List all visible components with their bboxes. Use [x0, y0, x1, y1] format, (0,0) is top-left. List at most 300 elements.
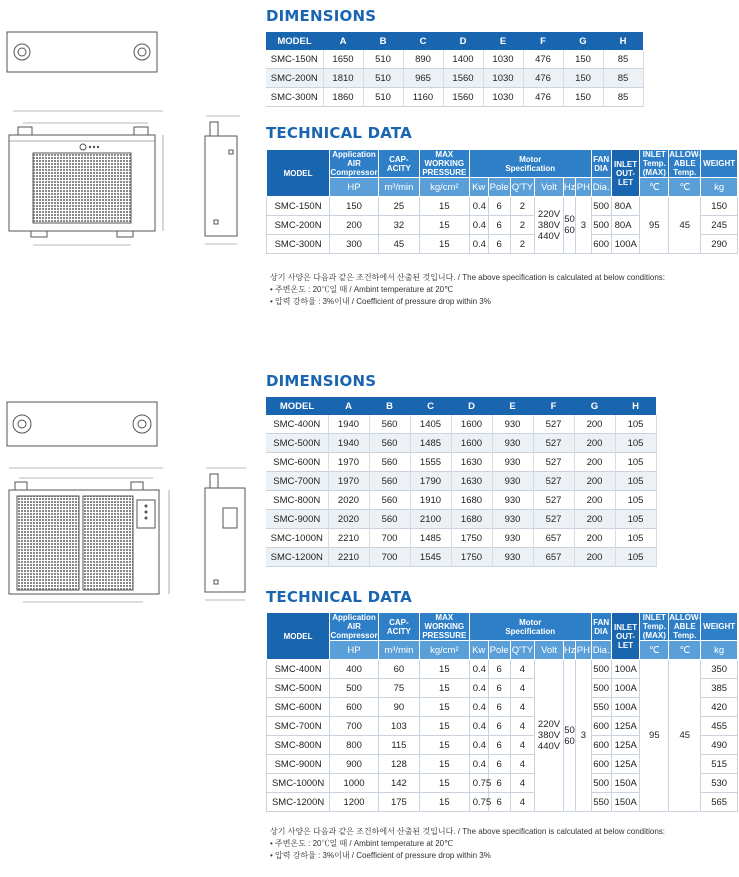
kw-cell: 0.4	[469, 197, 488, 216]
header-line: MAX	[435, 150, 454, 159]
technical-header-row	[267, 150, 738, 178]
dimension-cell: 200	[574, 491, 615, 510]
dimension-cell: 1560	[443, 69, 483, 88]
pressure-cell: 15	[419, 197, 469, 216]
inlet-temp-header	[640, 150, 669, 178]
capacity-cell: 25	[378, 197, 419, 216]
inlet-outlet-header	[611, 150, 640, 197]
dimension-cell: 200	[574, 472, 615, 491]
hz-cell	[563, 197, 575, 254]
unit-cell-tin: ℃	[640, 641, 669, 660]
unit-cell-ph: PH	[576, 178, 592, 197]
fan-dia-header	[591, 150, 611, 178]
qty-cell: 2	[510, 216, 534, 235]
hp-cell: 900	[330, 755, 379, 774]
top-view-drawing-2	[5, 400, 160, 450]
dimension-cell: 560	[369, 415, 410, 434]
header-line: Specification	[505, 626, 556, 636]
unit-cell-ph: PH	[576, 641, 592, 660]
dimensions-header-cell: C	[419, 35, 427, 47]
unit-cell-kw: Kw	[469, 178, 488, 197]
dimensions-title-1: DIMENSIONS	[266, 7, 377, 25]
dimension-cell: 105	[615, 415, 656, 434]
unit-cell-kw: Kw	[469, 641, 488, 660]
technical-data-table-1	[266, 149, 738, 254]
dimensions-header-cell: E	[509, 400, 516, 412]
model-cell: SMC-150N	[266, 50, 323, 69]
header-line: MAX	[435, 613, 454, 622]
dimension-cell: 930	[492, 415, 533, 434]
qty-cell: 4	[510, 698, 534, 717]
dimension-cell: 1910	[410, 491, 451, 510]
dimensions-title-2: DIMENSIONS	[266, 372, 377, 390]
header-line: LET	[617, 640, 634, 650]
capacity-cell: 75	[378, 679, 419, 698]
pressure-cell: 15	[419, 736, 469, 755]
dimensions-header-cell: A	[339, 35, 347, 47]
model-cell: SMC-1200N	[266, 548, 328, 567]
table-row	[266, 69, 643, 88]
capacity-header	[378, 613, 419, 641]
weight-header: WEIGHT	[701, 613, 738, 641]
inlet-cell: 150A	[611, 774, 640, 793]
header-line: Temp.	[642, 159, 666, 168]
unit-cell-qty: Q'TY	[510, 178, 534, 197]
dimension-cell: 105	[615, 510, 656, 529]
pressure-cell: 15	[419, 755, 469, 774]
qty-cell: 4	[510, 736, 534, 755]
notes-1	[270, 272, 665, 308]
volt-line: 380V	[537, 219, 561, 231]
dimension-cell: 105	[615, 453, 656, 472]
pole-cell: 6	[488, 774, 510, 793]
weight-header: WEIGHT	[701, 150, 738, 178]
dimension-cell: 527	[533, 415, 574, 434]
header-line: Compressor	[330, 168, 378, 177]
dimensions-header-cell: B	[379, 35, 387, 47]
header-line: INLET	[613, 159, 638, 169]
dimension-cell: 85	[603, 88, 643, 107]
fan-dia-cell: 500	[591, 216, 611, 235]
unit-cell-hp: HP	[330, 641, 379, 660]
weight-cell: 420	[701, 698, 738, 717]
qty-cell: 4	[510, 679, 534, 698]
dimension-cell: 1970	[328, 472, 369, 491]
dimension-cell: 1485	[410, 434, 451, 453]
header-line: ACITY	[386, 163, 411, 173]
qty-cell: 4	[510, 774, 534, 793]
table-row	[266, 88, 643, 107]
pressure-cell: 15	[419, 679, 469, 698]
dimension-cell: 560	[369, 434, 410, 453]
model-cell: SMC-300N	[267, 235, 330, 254]
unit-cell-tin: ℃	[640, 178, 669, 197]
top-view-drawing-1	[5, 30, 160, 75]
dimension-cell: 1790	[410, 472, 451, 491]
header-line: PRESSURE	[422, 168, 467, 177]
header-line: Temp.	[673, 168, 697, 177]
header-line: ALLOW-	[669, 613, 702, 622]
dimensions-header-cell: A	[345, 400, 352, 412]
model-cell: SMC-200N	[267, 216, 330, 235]
pole-cell: 6	[488, 216, 510, 235]
pressure-cell: 15	[419, 235, 469, 254]
model-cell: SMC-200N	[266, 69, 323, 88]
qty-cell: 4	[510, 793, 534, 812]
inlet-temp-header	[640, 613, 669, 641]
volt-line: 220V	[537, 719, 561, 730]
technical-data-title-1: TECHNICAL DATA	[266, 124, 412, 142]
capacity-cell: 115	[378, 736, 419, 755]
dimension-cell: 930	[492, 434, 533, 453]
pressure-cell: 15	[419, 216, 469, 235]
dimension-cell: 930	[492, 491, 533, 510]
dimension-cell: 1860	[323, 88, 363, 107]
unit-cell-hz: Hz	[563, 641, 575, 660]
dimension-cell: 510	[363, 88, 403, 107]
header-line: Motor	[519, 154, 542, 164]
header-line: FAN	[593, 154, 610, 164]
dimension-cell: 1630	[451, 453, 492, 472]
capacity-cell: 128	[378, 755, 419, 774]
header-line: OUT-	[615, 631, 636, 641]
header-line: WORKING	[424, 622, 465, 631]
motor-spec-header	[469, 150, 591, 178]
hp-cell: 400	[330, 660, 379, 679]
header-line: Application	[332, 613, 376, 622]
dimension-cell: 85	[603, 50, 643, 69]
inlet-cell: 100A	[611, 235, 640, 254]
dimension-cell: 105	[615, 548, 656, 567]
technical-data-title-2: TECHNICAL DATA	[266, 588, 412, 606]
qty-cell: 4	[510, 660, 534, 679]
unit-cell-pole: Pole	[488, 641, 510, 660]
inlet-cell: 100A	[611, 698, 640, 717]
kw-cell: 0.4	[469, 736, 488, 755]
kw-cell: 0.4	[469, 717, 488, 736]
kw-cell: 0.75	[469, 774, 488, 793]
capacity-cell: 90	[378, 698, 419, 717]
dimension-cell: 1970	[328, 453, 369, 472]
unit-cell-press: kg/cm²	[419, 641, 469, 660]
header-line: PRESSURE	[422, 631, 467, 640]
inlet-cell: 150A	[611, 793, 640, 812]
dimension-cell: 930	[492, 472, 533, 491]
unit-cell-kg: kg	[701, 641, 738, 660]
dimensions-header-cell: H	[619, 35, 627, 47]
note-line: 상기 사양은 다음과 같은 조건하에서 산출된 것입니다. / The above specification is calculated at below conditions:	[270, 273, 666, 282]
dimensions-header-cell: D	[468, 400, 475, 412]
dimension-cell: 150	[563, 50, 603, 69]
hz-line: 50	[564, 214, 575, 225]
max-pressure-header	[419, 150, 469, 178]
dimension-cell: 105	[615, 434, 656, 453]
model-cell: SMC-1000N	[267, 774, 330, 793]
weight-cell: 290	[701, 235, 738, 254]
model-cell: SMC-300N	[266, 88, 323, 107]
weight-cell: 515	[701, 755, 738, 774]
pressure-cell: 15	[419, 717, 469, 736]
fan-dia-header	[591, 613, 611, 641]
allowable-temp-cell: 45	[669, 197, 701, 254]
dimension-cell: 150	[563, 69, 603, 88]
table-row	[266, 491, 656, 510]
dimensions-header-cell: B	[386, 400, 393, 412]
pressure-cell: 15	[419, 698, 469, 717]
fan-dia-cell: 550	[591, 793, 611, 812]
dimension-cell: 1680	[451, 491, 492, 510]
technical-data-table-2	[266, 612, 738, 812]
inlet-outlet-header	[611, 613, 640, 660]
model-cell: SMC-500N	[267, 679, 330, 698]
dimension-cell: 657	[533, 548, 574, 567]
hp-cell: 1000	[330, 774, 379, 793]
kw-cell: 0.4	[469, 216, 488, 235]
dimension-cell: 105	[615, 472, 656, 491]
dimension-cell: 150	[563, 88, 603, 107]
app-air-header	[330, 613, 379, 641]
hp-cell: 300	[330, 235, 379, 254]
inlet-cell: 100A	[611, 660, 640, 679]
allowable-temp-header	[669, 613, 701, 641]
model-header: MODEL	[267, 150, 330, 197]
model-cell: SMC-700N	[267, 717, 330, 736]
dimensions-header-cell: MODEL	[277, 35, 312, 47]
dimension-cell: 1650	[323, 50, 363, 69]
header-line: ABLE	[673, 159, 696, 168]
hp-cell: 150	[330, 197, 379, 216]
header-line: LET	[617, 177, 634, 187]
fan-dia-cell: 550	[591, 698, 611, 717]
hp-cell: 500	[330, 679, 379, 698]
qty-cell: 2	[510, 235, 534, 254]
table-row	[267, 197, 738, 216]
dimension-cell: 476	[523, 88, 563, 107]
dimension-cell: 1630	[451, 472, 492, 491]
side-view-drawing-1	[200, 110, 250, 250]
table-row	[266, 415, 656, 434]
dimension-cell: 527	[533, 491, 574, 510]
dimension-cell: 1750	[451, 548, 492, 567]
dimension-cell: 930	[492, 548, 533, 567]
unit-cell-volt: Volt	[535, 641, 564, 660]
pole-cell: 6	[488, 698, 510, 717]
header-line: INLET	[642, 613, 666, 622]
table-row	[266, 510, 656, 529]
model-cell: SMC-800N	[267, 736, 330, 755]
model-cell: SMC-500N	[266, 434, 328, 453]
header-line: Specification	[505, 163, 556, 173]
header-line: ACITY	[386, 626, 411, 636]
header-line: Temp.	[642, 622, 666, 631]
fan-dia-cell: 600	[591, 235, 611, 254]
technical-header-row	[267, 613, 738, 641]
unit-cell-qty: Q'TY	[510, 641, 534, 660]
capacity-cell: 175	[378, 793, 419, 812]
dimension-cell: 2210	[328, 529, 369, 548]
model-cell: SMC-700N	[266, 472, 328, 491]
table-row	[266, 529, 656, 548]
capacity-cell: 60	[378, 660, 419, 679]
dimension-cell: 2020	[328, 510, 369, 529]
ph-cell: 3	[576, 197, 592, 254]
fan-dia-cell: 600	[591, 717, 611, 736]
pole-cell: 6	[488, 755, 510, 774]
unit-cell-volt: Volt	[535, 178, 564, 197]
volt-line: 380V	[537, 730, 561, 741]
dimension-cell: 2210	[328, 548, 369, 567]
model-cell: SMC-400N	[266, 415, 328, 434]
header-line: ABLE	[673, 622, 696, 631]
unit-cell-dia: Dia.	[591, 178, 611, 197]
notes-2	[270, 826, 665, 862]
weight-cell: 385	[701, 679, 738, 698]
max-pressure-header	[419, 613, 469, 641]
dimension-cell: 1940	[328, 415, 369, 434]
dimension-cell: 700	[369, 548, 410, 567]
header-line: CAP-	[389, 154, 409, 164]
hp-cell: 1200	[330, 793, 379, 812]
dimension-cell: 510	[363, 69, 403, 88]
dimension-cell: 527	[533, 453, 574, 472]
weight-cell: 490	[701, 736, 738, 755]
qty-cell: 4	[510, 717, 534, 736]
pole-cell: 6	[488, 793, 510, 812]
dimension-cell: 510	[363, 50, 403, 69]
table-row	[266, 472, 656, 491]
model-cell: SMC-150N	[267, 197, 330, 216]
pressure-cell: 15	[419, 793, 469, 812]
header-line: Compressor	[330, 631, 378, 640]
model-cell: SMC-1200N	[267, 793, 330, 812]
header-line: DIA	[594, 626, 609, 636]
dimension-cell: 930	[492, 453, 533, 472]
unit-cell-press: kg/cm²	[419, 178, 469, 197]
model-cell: SMC-900N	[267, 755, 330, 774]
unit-cell-dia: Dia.	[591, 641, 611, 660]
table-row	[266, 50, 643, 69]
kw-cell: 0.4	[469, 660, 488, 679]
header-line: (MAX)	[642, 631, 666, 640]
front-view-drawing-1	[3, 103, 173, 253]
pole-cell: 6	[488, 736, 510, 755]
capacity-header	[378, 150, 419, 178]
fan-dia-cell: 500	[591, 679, 611, 698]
inlet-cell: 125A	[611, 717, 640, 736]
dimension-cell: 560	[369, 453, 410, 472]
dimension-cell: 657	[533, 529, 574, 548]
dimensions-header-cell: D	[459, 35, 467, 47]
header-line: Application	[332, 150, 376, 159]
model-cell: SMC-1000N	[266, 529, 328, 548]
dimension-cell: 2020	[328, 491, 369, 510]
volt-cell	[535, 660, 564, 812]
motor-spec-header	[469, 613, 591, 641]
weight-cell: 530	[701, 774, 738, 793]
table-row	[267, 660, 738, 679]
model-header: MODEL	[267, 613, 330, 660]
header-line: (MAX)	[642, 168, 666, 177]
pole-cell: 6	[488, 197, 510, 216]
dimension-cell: 930	[492, 510, 533, 529]
note-line: • 압력 강하율 : 3%이내 / Coefficient of pressure drop within 3%	[270, 851, 491, 860]
allowable-temp-cell: 45	[669, 660, 701, 812]
header-line: OUT-	[615, 168, 636, 178]
kw-cell: 0.4	[469, 235, 488, 254]
qty-cell: 4	[510, 755, 534, 774]
pole-cell: 6	[488, 660, 510, 679]
dimension-cell: 1030	[483, 50, 523, 69]
dimension-cell: 105	[615, 491, 656, 510]
hp-cell: 200	[330, 216, 379, 235]
kw-cell: 0.4	[469, 698, 488, 717]
volt-line: 220V	[537, 208, 561, 220]
dimension-cell: 2100	[410, 510, 451, 529]
hp-cell: 600	[330, 698, 379, 717]
volt-cell	[535, 197, 564, 254]
capacity-cell: 142	[378, 774, 419, 793]
hz-line: 60	[564, 735, 575, 747]
hz-line: 50	[564, 724, 575, 736]
dimensions-table-2	[266, 397, 657, 567]
capacity-cell: 32	[378, 216, 419, 235]
dimension-cell: 200	[574, 415, 615, 434]
volt-line: 440V	[537, 230, 561, 242]
fan-dia-cell: 500	[591, 774, 611, 793]
unit-cell-cap_html: m³/min	[378, 178, 419, 197]
dimension-cell: 200	[574, 529, 615, 548]
table-row	[266, 434, 656, 453]
note-line: • 주변온도 : 20℃일 때 / Ambint temperature at 20℃	[270, 285, 454, 294]
dimensions-header-cell: C	[427, 400, 434, 412]
header-line: Motor	[519, 617, 542, 627]
model-cell: SMC-800N	[266, 491, 328, 510]
fan-dia-cell: 600	[591, 736, 611, 755]
dimension-cell: 1680	[451, 510, 492, 529]
hz-line: 60	[564, 225, 575, 236]
kw-cell: 0.4	[469, 679, 488, 698]
dimension-cell: 965	[403, 69, 443, 88]
capacity-cell: 45	[378, 235, 419, 254]
hp-cell: 700	[330, 717, 379, 736]
dimension-cell: 1560	[443, 88, 483, 107]
fan-dia-cell: 500	[591, 197, 611, 216]
side-view-drawing-2	[200, 462, 255, 607]
fan-dia-cell: 500	[591, 660, 611, 679]
pole-cell: 6	[488, 235, 510, 254]
dimension-cell: 560	[369, 472, 410, 491]
dimension-cell: 105	[615, 529, 656, 548]
weight-cell: 150	[701, 197, 738, 216]
header-line: Temp.	[673, 631, 697, 640]
unit-cell-kg: kg	[701, 178, 738, 197]
model-cell: SMC-600N	[266, 453, 328, 472]
dimension-cell: 1030	[483, 88, 523, 107]
dimensions-header-row	[266, 32, 643, 50]
model-cell: SMC-600N	[267, 698, 330, 717]
dimension-cell: 930	[492, 529, 533, 548]
kw-cell: 0.75	[469, 793, 488, 812]
dimension-cell: 1555	[410, 453, 451, 472]
hp-cell: 800	[330, 736, 379, 755]
weight-cell: 350	[701, 660, 738, 679]
dimensions-header-cell: G	[590, 400, 599, 412]
inlet-cell: 125A	[611, 755, 640, 774]
dimension-cell: 1940	[328, 434, 369, 453]
pressure-cell: 15	[419, 660, 469, 679]
dimension-cell: 560	[369, 510, 410, 529]
weight-cell: 455	[701, 717, 738, 736]
